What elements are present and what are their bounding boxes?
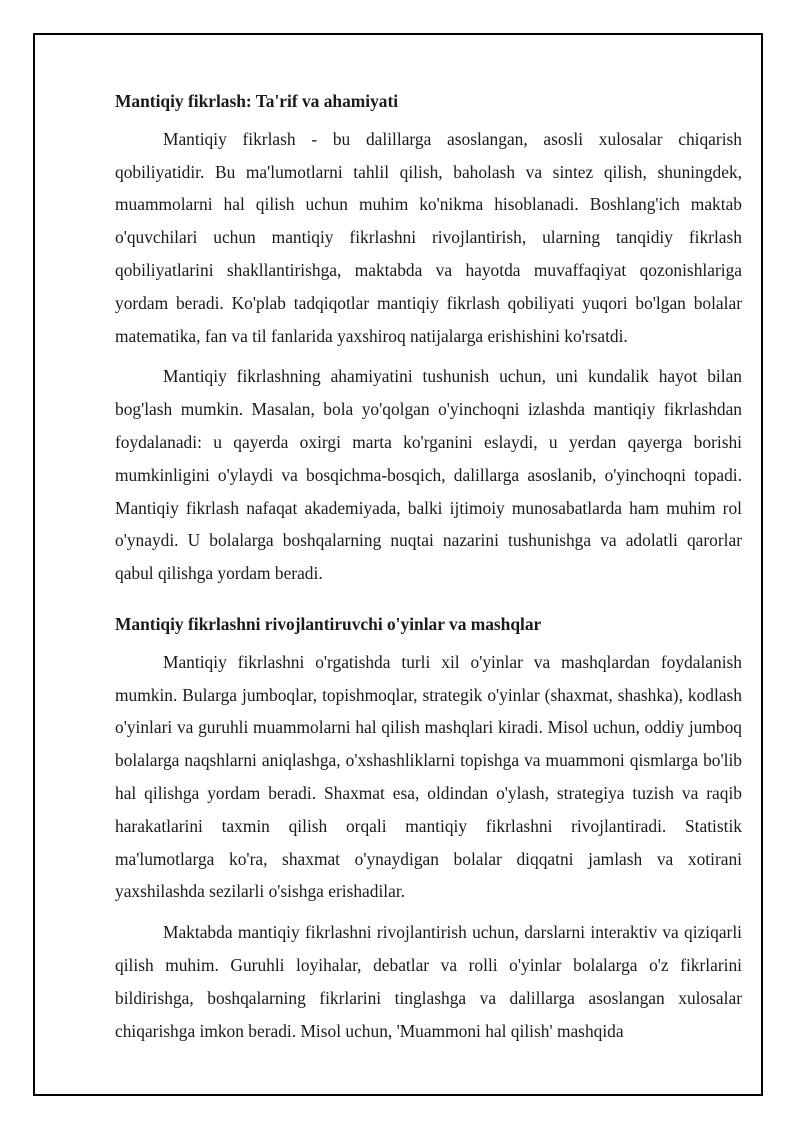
section-heading: Mantiqiy fikrlash: Ta'rif va ahamiyati	[115, 91, 399, 111]
paragraph: Maktabda mantiqiy fikrlashni rivojlantirish uchun, darslarni interaktiv va qiziqarli qilish muhim. Guruhli loyihalar, debatlar va rolli o'yinlar bolalarga o'z fikrlarini bildirishga, boshqalarning fikrlarini tinglashga va dalillarga asoslangan xulosalar chiqarishga imkon beradi. Misol uchun, 'Muammoni hal qilish' mashqida	[115, 922, 742, 1041]
document-body	[115, 85, 742, 1055]
section-heading: Mantiqiy fikrlashni rivojlantiruvchi o'yinlar va mashqlar	[115, 613, 542, 634]
paragraph: Mantiqiy fikrlashni o'rgatishda turli xil o'yinlar va mashqlardan foydalanish mumkin. Bularga jumboqlar, topishmoqlar, strategik o'yinlar (shaxmat, shashka), kodlash o'yinlari va guruhli muammolarni hal qilish mashqlari kiradi. Misol uchun, oddiy jumboq bolalarga naqshlarni aniqlashga, o'xshashliklarni topishga va muammoni qismlarga bo'lib hal qilishga yordam beradi. Shaxmat esa, oldindan o'ylash, strategiya tuzish va raqib harakatlarini taxmin qilish orqali mantiqiy fikrlashni rivojlantiradi. Statistik ma'lumotlarga ko'ra, shaxmat o'ynaydigan bolalar diqqatni jamlash va xotirani yaxshilashda sezilarli o'sishga erishadilar.	[115, 651, 742, 902]
paragraph: Mantiqiy fikrlashning ahamiyatini tushunish uchun, uni kundalik hayot bilan bog'lash mumkin. Masalan, bola yo'qolgan o'yinchoqni izlashda mantiqiy fikrlashdan foydalanadi: u qayerda oxirgi marta ko'rganini eslaydi, u yerdan qayerga borishi mumkinligini o'ylaydi va bosqichma-bosqich, dalillarga asoslanib, o'yinchoqni topadi. Mantiqiy fikrlash nafaqat akademiyada, balki ijtimoiy munosabatlarda ham muhim rol o'ynaydi. U bolalarga boshqalarning nuqtai nazarini tushunishga va adolatli qarorlar qabul qilishga yordam beradi.	[115, 366, 742, 584]
paragraph: Mantiqiy fikrlash - bu dalillarga asoslangan, asosli xulosalar chiqarish qobiliyatidir. Bu ma'lumotlarni tahlil qilish, baholash va sintez qilish, shuningdek, muammolarni hal qilish uchun muhim ko'nikma hisoblanadi. Boshlang'ich maktab o'quvchilari uchun mantiqiy fikrlashni rivojlantirish, ularning tanqidiy fikrlash qobiliyatlarini shakllantirishga, maktabda va hayotda muvaffaqiyat qozonishlariga yordam beradi. Ko'plab tadqiqotlar mantiqiy fikrlash qobiliyati yuqori bo'lgan bolalar matematika, fan va til fanlarida yaxshiroq natijalarga erishishini ko'rsatdi.	[115, 128, 742, 346]
